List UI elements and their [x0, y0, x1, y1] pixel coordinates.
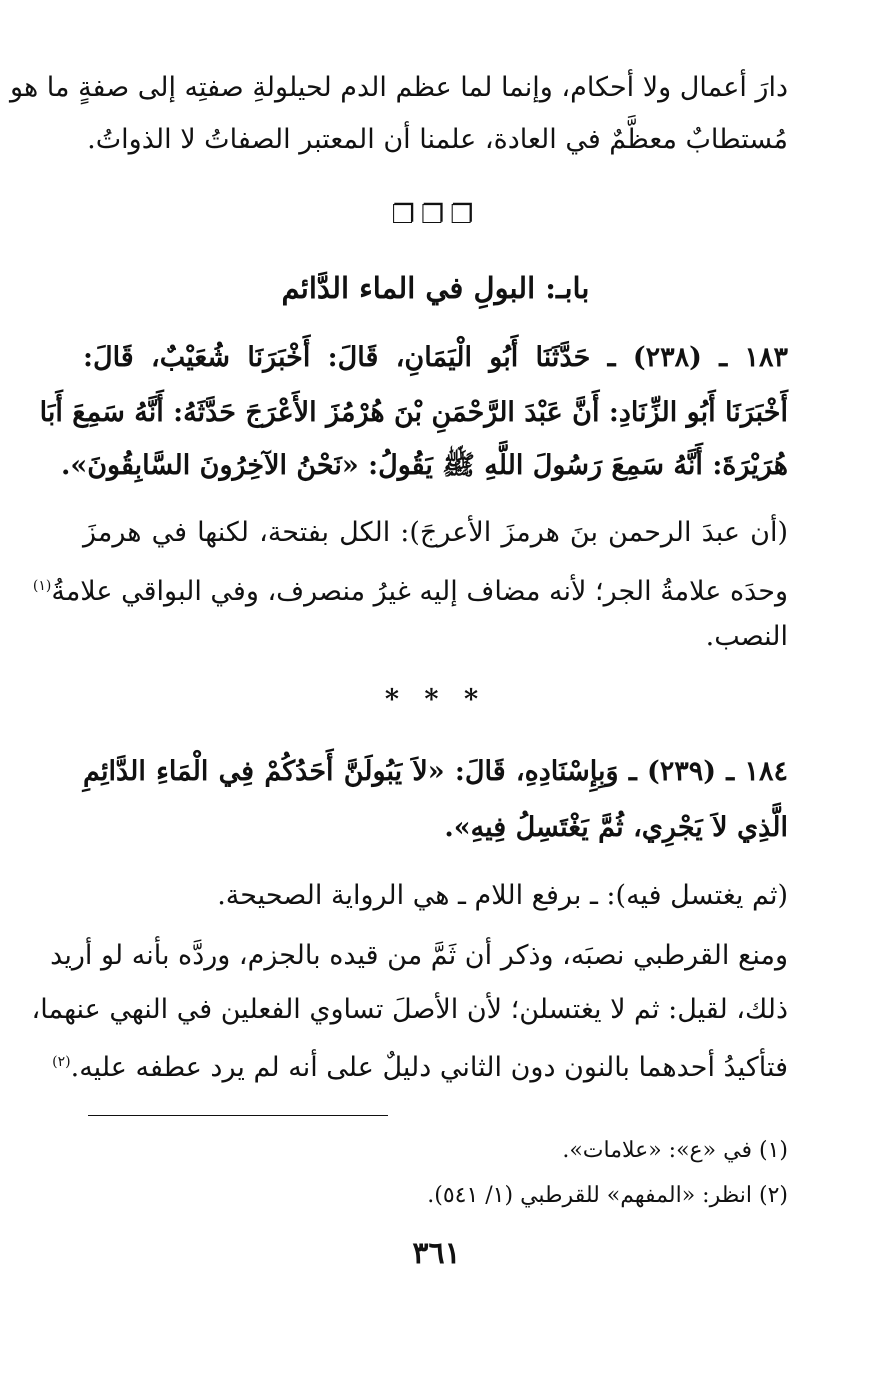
commentary-line: [52, 1042, 788, 1088]
commentary-line: [32, 566, 788, 612]
hadith-line: أَخْبَرَنَا أَبُو الزِّنَادِ: أَنَّ عَبْدَ الرَّحْمَنِ بْنَ هُرْمُزَ الأَعْرَجَ حَدَّثَهُ: أَنَّهُ سَمِعَ أَبَا: [39, 397, 788, 428]
footnote: (٢) انظر: «المفهم» للقرطبي (١/ ٥٤١).: [427, 1183, 788, 1208]
hadith-line: ١٨٣ ـ (٢٣٨) ـ حَدَّثَنَا أَبُو الْيَمَانِ، قَالَ: أَخْبَرَنَا شُعَيْبٌ، قَالَ:: [83, 342, 788, 373]
footnote-marker: (١): [32, 578, 52, 594]
chapter-heading: بابـ: البولِ في الماء الدَّائم: [281, 271, 590, 305]
commentary-text: فتأكيدُ أحدهما بالنون دون الثاني دليلٌ على أنه لم يرد عطفه عليه.: [70, 1052, 788, 1083]
commentary-line: النصب.: [705, 621, 788, 652]
footnote-marker: (٢): [52, 1054, 71, 1070]
page-number: ٣٦١: [412, 1236, 461, 1271]
section-separator-squares: ❐❐❐: [391, 200, 480, 230]
text-line: مُستطابٌ معظَّمٌ في العادة، علمنا أن المعتبر الصفاتُ لا الذواتُ.: [87, 124, 788, 155]
commentary-text: وحدَه علامةُ الجر؛ لأنه مضاف إليه غيرُ منصرف، وفي البواقي علامةُ: [51, 576, 788, 607]
commentary-line: ذلك، لقيل: ثم لا يغتسلن؛ لأن الأصلَ تساوي الفعلين في النهي عنهما،: [31, 994, 788, 1025]
commentary-line: (أن عبدَ الرحمن بنَ هرمزَ الأعرجَ): الكل بفتحة، لكنها في هرمزَ: [83, 517, 788, 548]
text-line: دارَ أعمال ولا أحكام، وإنما لما عظم الدم لحيلولةِ صفتِه إلى صفةٍ ما هو: [10, 72, 788, 103]
hadith-line: ١٨٤ ـ (٢٣٩) ـ وَبِإِسْنَادِهِ، قَالَ: «لاَ يَبُولَنَّ أَحَدُكُمْ فِي الْمَاءِ الدَّائِمِ: [83, 756, 788, 787]
hadith-line: هُرَيْرَةَ: أَنَّهُ سَمِعَ رَسُولَ اللَّهِ ﷺ يَقُولُ: «نَحْنُ الآخِرُونَ السَّابِقُونَ».: [60, 450, 788, 481]
footnote: (١) في «ع»: «علامات».: [562, 1138, 788, 1163]
footnote-divider: [88, 1115, 388, 1116]
asterisk-separator: * * *: [384, 684, 487, 715]
commentary-line: ومنع القرطبي نصبَه، وذكر أن ثَمَّ من قيده بالجزم، وردَّه بأنه لو أريد: [50, 940, 788, 971]
commentary-line: (ثم يغتسل فيه): ـ برفع اللام ـ هي الرواية الصحيحة.: [217, 880, 788, 911]
hadith-line: الَّذِي لاَ يَجْرِي، ثُمَّ يَغْتَسِلُ فِيهِ».: [444, 812, 788, 843]
